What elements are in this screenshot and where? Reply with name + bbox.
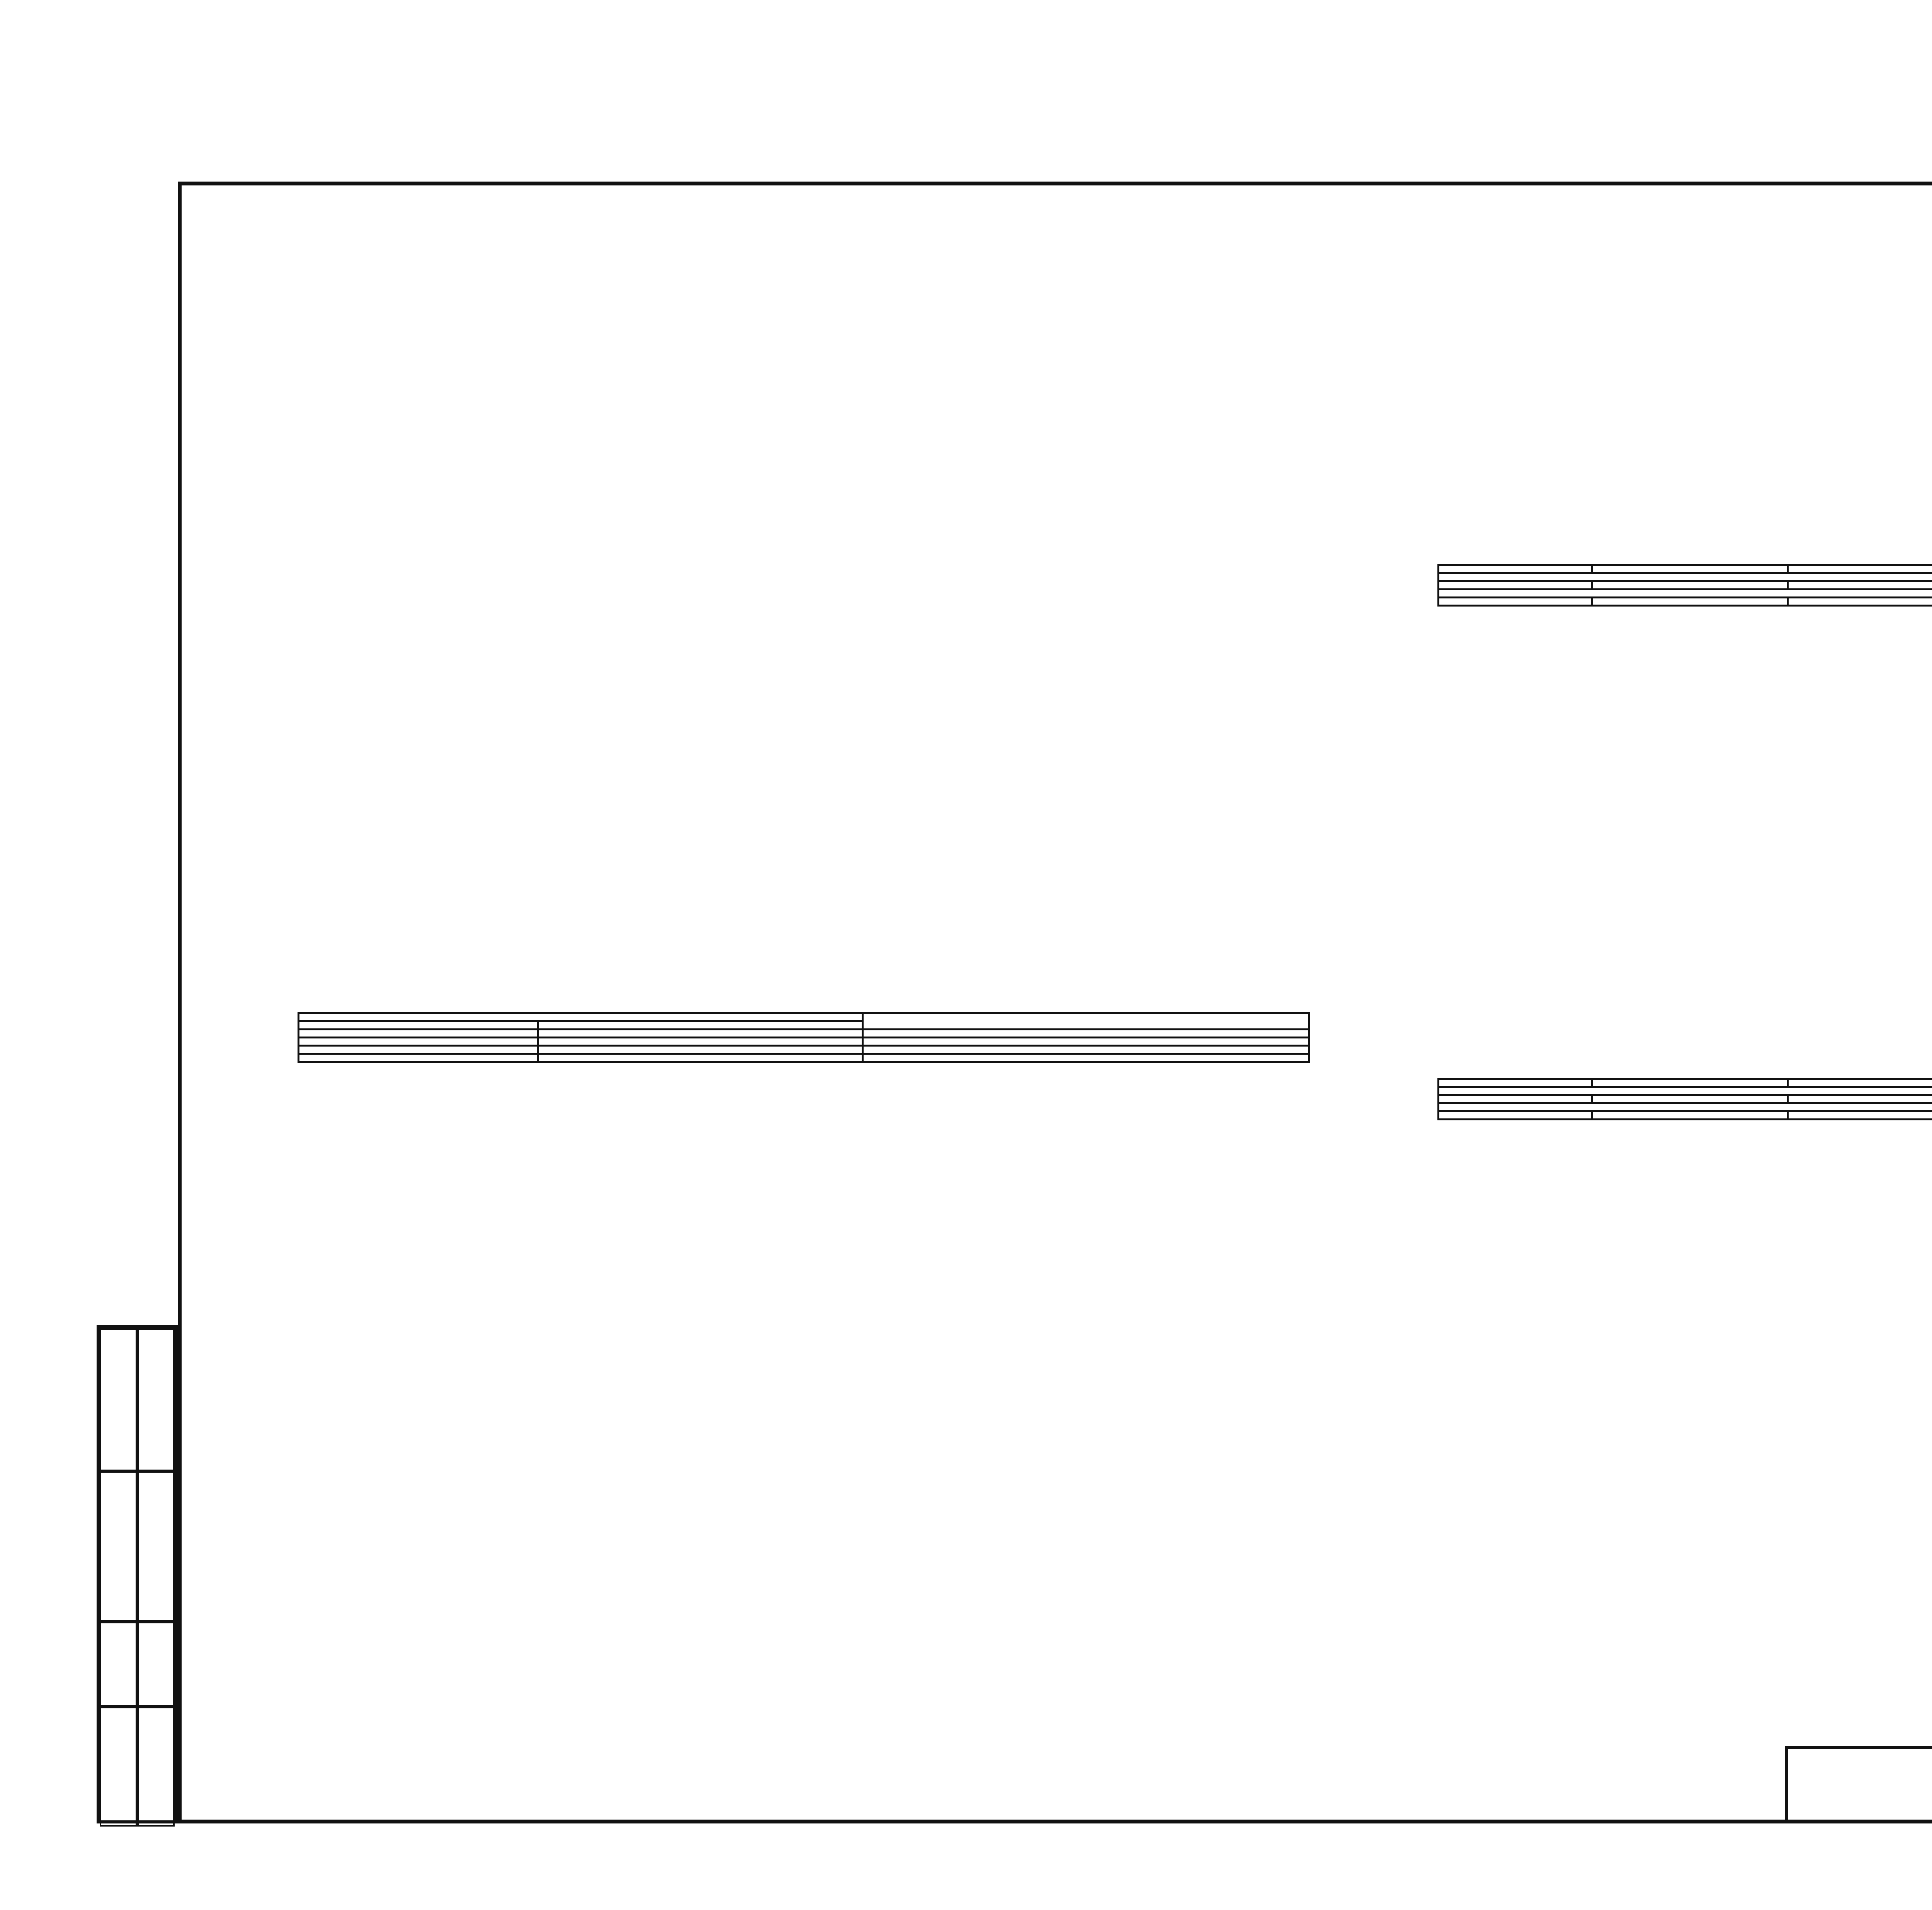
table1-cell-norm	[862, 1046, 1309, 1054]
stamp-blank-value	[137, 1622, 175, 1707]
table3-cell-thickness	[1439, 1111, 1592, 1120]
table-row	[1439, 581, 1932, 590]
table1-cell-wire	[538, 1038, 862, 1046]
table1-cell-wire	[538, 1046, 862, 1054]
table-row	[299, 1030, 1309, 1038]
table2-cell-thickness	[1439, 598, 1592, 606]
page-frame	[178, 182, 1932, 1823]
table2-head-current	[1788, 565, 1932, 573]
table3-section-inner	[1439, 1103, 1932, 1111]
table3-cell-current	[1788, 1095, 1932, 1103]
table-1	[298, 1012, 1310, 1063]
table-row	[299, 1054, 1309, 1062]
approval-stamp	[97, 1325, 178, 1823]
table2-cell-thickness	[1439, 581, 1592, 590]
table1-cell-norm	[862, 1038, 1309, 1046]
table2-section-outer	[1439, 573, 1932, 581]
table2-head-thickness	[1439, 565, 1592, 573]
stamp-signature-value	[137, 1471, 175, 1622]
table2-section-inner	[1439, 590, 1932, 598]
table1-cell-wire	[538, 1030, 862, 1038]
table-row	[1439, 598, 1932, 606]
table1-head-flux	[299, 1021, 538, 1030]
stamp-inv-replaced-label	[100, 1328, 137, 1471]
table2-cell-current	[1788, 598, 1932, 606]
table-row	[299, 1038, 1309, 1046]
table1-head-wire	[538, 1021, 862, 1030]
table1-cell-flux	[299, 1054, 538, 1062]
stamp-blank-label	[100, 1622, 137, 1707]
table1-header-group	[299, 1013, 863, 1021]
table3-head-thickness	[1439, 1079, 1592, 1087]
table3-head-current	[1788, 1079, 1932, 1087]
table-2	[1437, 564, 1932, 607]
title-block	[1785, 1746, 1932, 1823]
table-row	[299, 1046, 1309, 1054]
table3-cell-layer	[1592, 1111, 1788, 1120]
table2-head-layer	[1592, 565, 1788, 573]
table-row	[1439, 1095, 1932, 1103]
table1-cell-norm	[862, 1054, 1309, 1062]
table2-cell-current	[1788, 581, 1932, 590]
stamp-inv-replaced-value	[137, 1328, 175, 1471]
table1-cell-flux	[299, 1030, 538, 1038]
table1-cell-wire	[538, 1054, 862, 1062]
stamp-inv-original-label	[100, 1707, 137, 1827]
table1-cell-flux	[299, 1046, 538, 1054]
stamp-inv-original-value	[137, 1707, 175, 1827]
table-row	[1439, 1111, 1932, 1120]
table2-cell-layer	[1592, 581, 1788, 590]
stamp-signature-label	[100, 1471, 137, 1622]
table3-cell-current	[1788, 1111, 1932, 1120]
table3-cell-thickness	[1439, 1095, 1592, 1103]
table1-cell-flux	[299, 1038, 538, 1046]
table3-section-outer	[1439, 1087, 1932, 1095]
table3-head-layer	[1592, 1079, 1788, 1087]
table-3	[1437, 1078, 1932, 1120]
table1-cell-norm	[862, 1030, 1309, 1038]
table2-cell-layer	[1592, 598, 1788, 606]
table3-cell-layer	[1592, 1095, 1788, 1103]
table1-head-norm	[862, 1013, 1309, 1030]
